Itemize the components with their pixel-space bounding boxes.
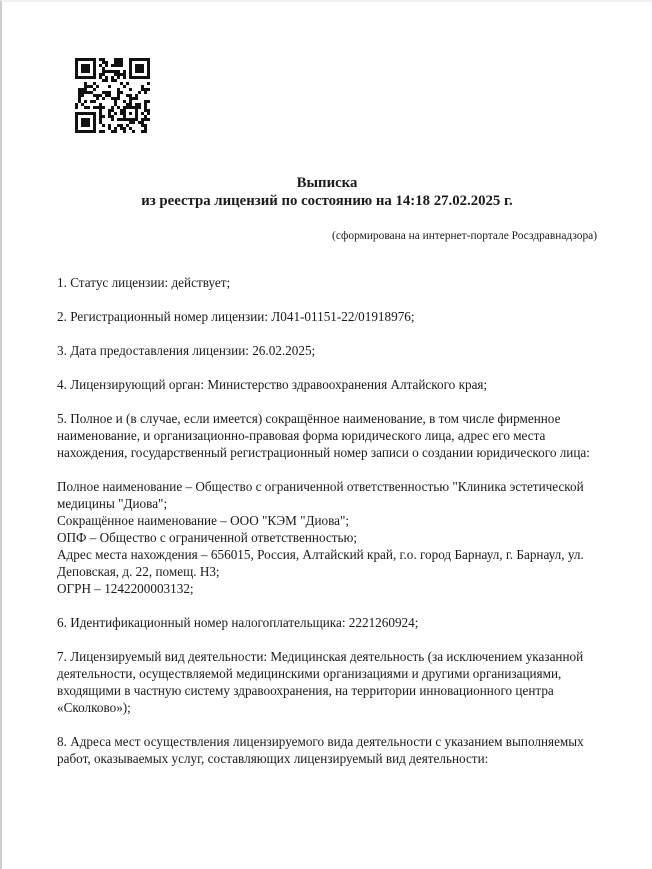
title-line-2: из реестра лицензий по состоянию на 14:18 27.02.2025 г. (141, 193, 513, 209)
paragraph-grant-date: 3. Дата предоставления лицензии: 26.02.2025; (57, 343, 316, 358)
company-ogrn: ОГРН – 1242200003132; (57, 581, 194, 596)
company-full-name: Полное наименование – Общество с ограниченной ответственностью "Клиника эстетической медицины "Диова"; (57, 479, 584, 511)
company-short-name: Сокращённое наименование – ООО "КЭМ "Диова"; (57, 513, 350, 528)
document-title (57, 174, 597, 210)
paragraph-activity-addresses-intro: 8. Адреса мест осуществления лицензируемого вида деятельности с указанием выполняемых работ, оказываемых услуг, составляющих лицензируемый вид деятельности: (57, 734, 584, 766)
company-address: Адрес места нахождения – 656015, Россия, Алтайский край, г.о. город Барнаул, г. Барнаул, ул. Деповская, д. 22, помещ. Н3; (57, 547, 584, 579)
document-subtitle: (сформирована на интернет-портале Росздравнадзора) (332, 230, 597, 242)
qr-code-icon (75, 58, 150, 133)
paragraph-license-status: 1. Статус лицензии: действует; (57, 275, 231, 290)
company-details-block (57, 478, 597, 597)
paragraph-taxpayer-number: 6. Идентификационный номер налогоплательщика: 2221260924; (57, 615, 419, 630)
document-body (57, 174, 597, 767)
paragraph-activity-type: 7. Лицензируемый вид деятельности: Медицинская деятельность (за исключением указанной деятельности, осуществляемой медицинскими организациями и другими организациями, входящими в частную систему здравоохранения, на территории инновационного центра «Сколково»); (57, 649, 584, 715)
paragraph-registration-number: 2. Регистрационный номер лицензии: Л041-01151-22/01918976; (57, 309, 415, 324)
company-legal-form: ОПФ – Общество с ограниченной ответственностью; (57, 530, 358, 545)
paragraph-names-intro: 5. Полное и (в случае, если имеется) сокращённое наименование, в том числе фирменное наименование, и организационно-правовая форма юридического лица, адрес его места нахождения, государственный регистрационный номер записи о создании юридического лица: (57, 411, 590, 460)
paragraph-licensing-authority: 4. Лицензирующий орган: Министерство здравоохранения Алтайского края; (57, 377, 488, 392)
title-line-1: Выписка (296, 175, 358, 191)
